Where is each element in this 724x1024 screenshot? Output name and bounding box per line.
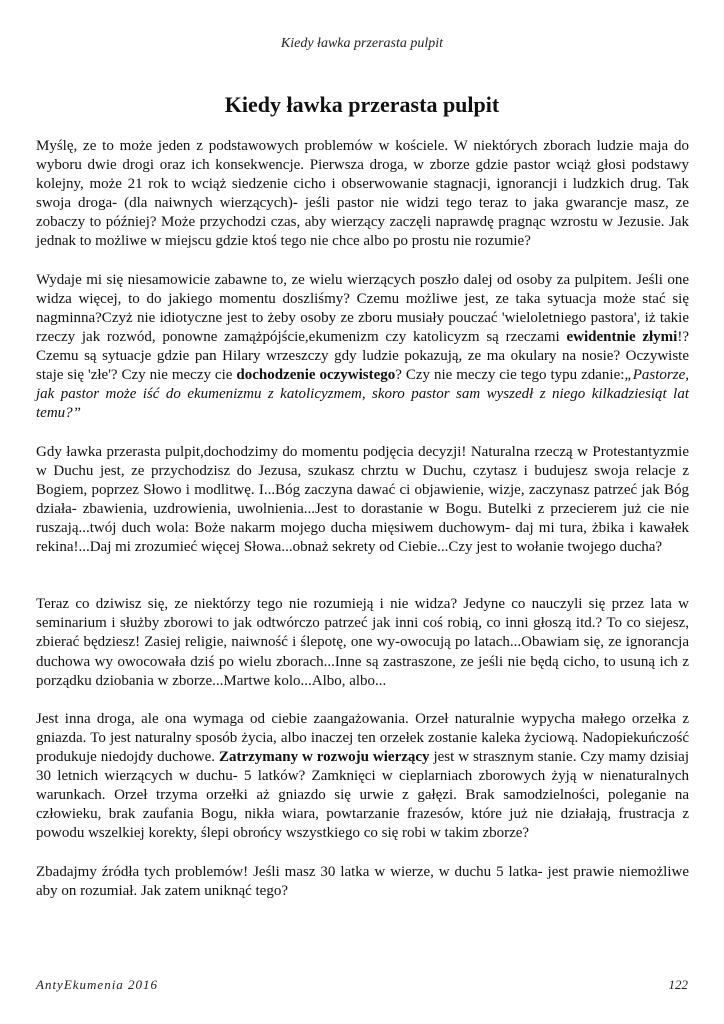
- footer-publication: AntyEkumenia 2016: [36, 977, 159, 992]
- paragraph-2-text-c: !? Czemu są sytuacje gdzie pan Hilary wrzeszczy gdy ludzie pokazują, ze ma okulary na nosie? Oczywiste staje się 'złe'? Czy nie meczy cie: [36, 328, 690, 384]
- paragraph-1-text: Myślę, ze to może jeden z podstawowych problemów w kościele. W niektórych zborach ludzie maja do wyboru dwie drogi oraz ich konsekwencje. Pierwsza droga, w zborze gdzie pastor wciąż głosi podstawy kolejny, może 21 rok to wciąż siedzenie cicho i obserwowanie stagnacji, ignorancji i ludzkich drug. Tak swoja droga- (dla naiwnych wierzących)- jeśli pastor nie widzi tego teraz to jaka gwarancje masz, ze zobaczy to później? Może przychodzi czas, aby wierzący zaczęli naprawdę pragnąc wzrostu w Jezusie. Jak jednak to możliwe w miejscu gdzie ktoś tego nie chce albo po prostu nie rozumie?: [36, 138, 689, 250]
- page-title: Kiedy ławka przerasta pulpit: [224, 92, 500, 117]
- paragraph-2-text-a: Wydaje mi się niesamowicie zabawne to, ze wielu wierzących poszło dalej od osoby za pulpitem. Jeśli one widza więcej, to do jakiego momentu doszliśmy? Czemu możliwe jest, ze taka sytuacja może stać się nagminna?Czyż nie idiotyczne jest to żeby osoby ze zboru musiały pouczać 'wieloletniego pastora', iż takie rzeczy jak rozwód, ponowne zamążpójście,ekumenizm czy katolicyzm są rzeczami: [36, 271, 689, 345]
- paragraph-2: [36, 271, 689, 424]
- paragraph-5: [36, 710, 689, 844]
- paragraph-4-text: Teraz co dziwisz się, ze niektórzy tego nie rozumieją i nie widza? Jedyne co nauczyli się przez lata w seminarium i służby zborowi to jak odtwórczo patrzeć jak inni coś robią, co inni głoszą itd.? To co siejesz, zbierać będziesz! Zasiej religie, naiwność i ślepotę, one wy-owocują po latach...Obawiam się, ze ignorancja duchowa wy owocowała dziś po wielu zborach...Inne są zastraszone, ze jeśli nie będą cicho, to usuną ich z porządku dziobania w zborze...Martwe kolo...Albo, albo...: [36, 596, 689, 689]
- running-header: Kiedy ławka przerasta pulpit: [280, 36, 444, 51]
- paragraph-6-text: Zbadajmy źródła tych problemów! Jeśli masz 30 latka w wierze, w duchu 5 latka- jest prawie niemożliwe aby on rozumiał. Jak zatem uniknąć tego?: [36, 863, 689, 899]
- paragraph-6: [36, 863, 689, 901]
- emphasis-investigating-obvious: dochodzenie oczywistego: [236, 367, 396, 384]
- emphasis-stunted-believer: Zatrzymany w rozwoju wierzący: [218, 749, 430, 765]
- paragraph-1: [36, 137, 689, 252]
- paragraph-2-text-e: ? Czy nie meczy cie tego typu zdanie:: [395, 367, 625, 384]
- paragraph-3-text: Gdy ławka przerasta pulpit,dochodzimy do momentu podjęcia decyzji! Naturalna rzeczą w Protestantyzmie w Duchu jest, ze przychodzisz do Jezusa, szukasz chrztu w Duchu, czytasz i budujesz swoja relacje z Bogiem, poprzez Słowo i modlitwę. I...Bóg zaczyna dawać ci objawienie, wizje, zaczynasz patrzeć jak Bóg działa- zbawienia, uzdrowienia, uwolnienia...Jest to dorastanie w Bogu. Butelki z przecierem już cie nie ruszają...twój duch wola: Boże nakarm mojego ducha mięsiwem duchowym- daj mi tura, żbika i kawałek rekina!...Daj mi zrozumieć więcej Słowa...obnaż sekrety od Ciebie...Czy jest to wołanie twojego ducha?: [36, 443, 689, 555]
- page-number: 122: [668, 977, 688, 992]
- paragraph-5-text-a: Jest inna droga, ale ona wymaga od ciebie zaangażowania. Orzeł naturalnie wypycha małego orzełka z gniazda. To jest naturalny sposób życia, albo inaczej ten orzełek zostanie kaleka życiową. Nadopiekuńczość produkuje niedojdy duchowe.: [36, 710, 689, 765]
- paragraph-4: [36, 595, 689, 690]
- emphasis-evidently-evil: ewidentnie złymi: [566, 328, 678, 345]
- paragraph-5-text-c: jest w strasznym stanie. Czy mamy dzisiaj 30 letnich wierzących w duchu- 5 latków? Zamknięci w cieplarniach zborowych żyją w nienaturalnych warunkach. Orzeł trzyma orzełki aż gniazdo się urwie z gałęzi. Brak samodzielności, poleganie na człowieku, brak zaufania Bogu, nikła wiara, powtarzanie frazesów, które już nie działają, frustracja z powodu wszelkiej korekty, ślepi obrońcy wszystkiego co się robi w takim zborze?: [36, 749, 690, 842]
- quoted-sentence: „Pastorze, jak pastor może iść do ekumenizmu z katolicyzmem, skoro pastor sam wyszedł z niego kilkadziesiąt lat temu?”: [36, 367, 689, 422]
- article-body: [36, 137, 689, 920]
- paragraph-3: [36, 443, 689, 558]
